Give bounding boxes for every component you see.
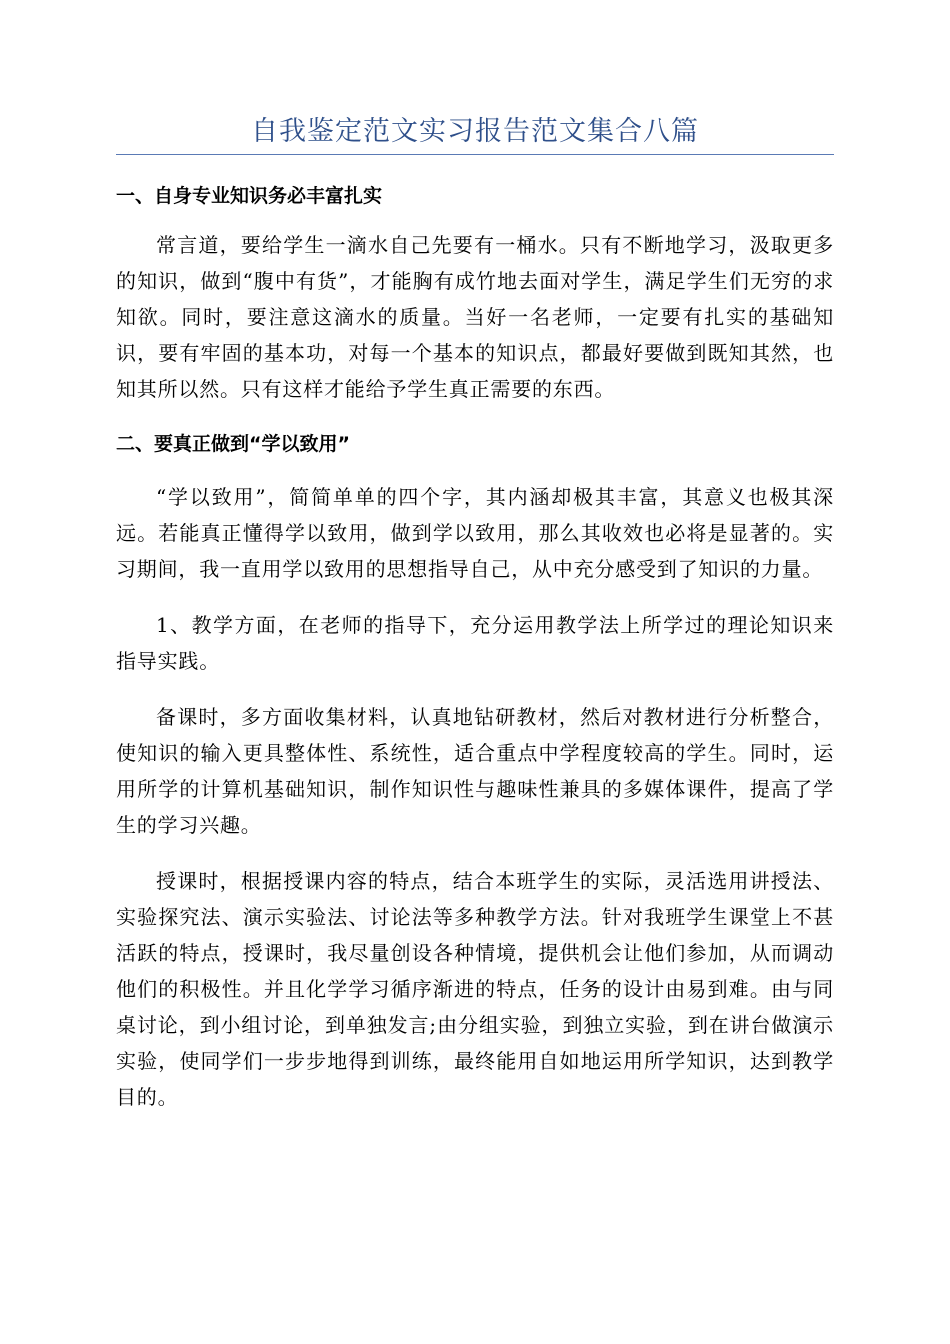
paragraph-2: “学以致用”，简简单单的四个字，其内涵却极其丰富，其意义也极其深远。若能真正懂得学以致用，做到学以致用，那么其收效也必将是显著的。实习期间，我一直用学以致用的思想指导自己，从中充分感受到了知识的力量。 xyxy=(116,485,834,581)
section-heading-1: 一、自身专业知识务必丰富扎实 xyxy=(116,185,383,207)
section-heading-2: 二、要真正做到“学以致用” xyxy=(116,433,350,455)
paragraph-3: 1、教学方面，在老师的指导下，充分运用教学法上所学过的理论知识来指导实践。 xyxy=(116,613,834,673)
paragraph-1: 常言道，要给学生一滴水自己先要有一桶水。只有不断地学习，汲取更多的知识，做到“腹中有货”，才能胸有成竹地去面对学生，满足学生们无穷的求知欲。同时，要注意这滴水的质量。当好一名老师，一定要有扎实的基础知识，要有牢固的基本功，对每一个基本的知识点，都最好要做到既知其然，也知其所以然。只有这样才能给予学生真正需要的东西。 xyxy=(116,233,834,401)
document-page xyxy=(116,110,834,1115)
paragraph-4: 备课时，多方面收集材料，认真地钻研教材，然后对教材进行分析整合，使知识的输入更具整体性、系统性，适合重点中学程度较高的学生。同时，运用所学的计算机基础知识，制作知识性与趣味性兼具的多媒体课件，提高了学生的学习兴趣。 xyxy=(116,705,834,837)
paragraph-5: 授课时，根据授课内容的特点，结合本班学生的实际，灵活选用讲授法、实验探究法、演示实验法、讨论法等多种教学方法。针对我班学生课堂上不甚活跃的特点，授课时，我尽量创设各种情境，提供机会让他们参加，从而调动他们的积极性。并且化学学习循序渐进的特点，任务的设计由易到难。由与同桌讨论，到小组讨论，到单独发言;由分组实验，到独立实验，到在讲台做演示实验，使同学们一步步地得到训练，最终能用自如地运用所学知识，达到教学目的。 xyxy=(116,869,834,1109)
document-title: 自我鉴定范文实习报告范文集合八篇 xyxy=(116,110,834,155)
